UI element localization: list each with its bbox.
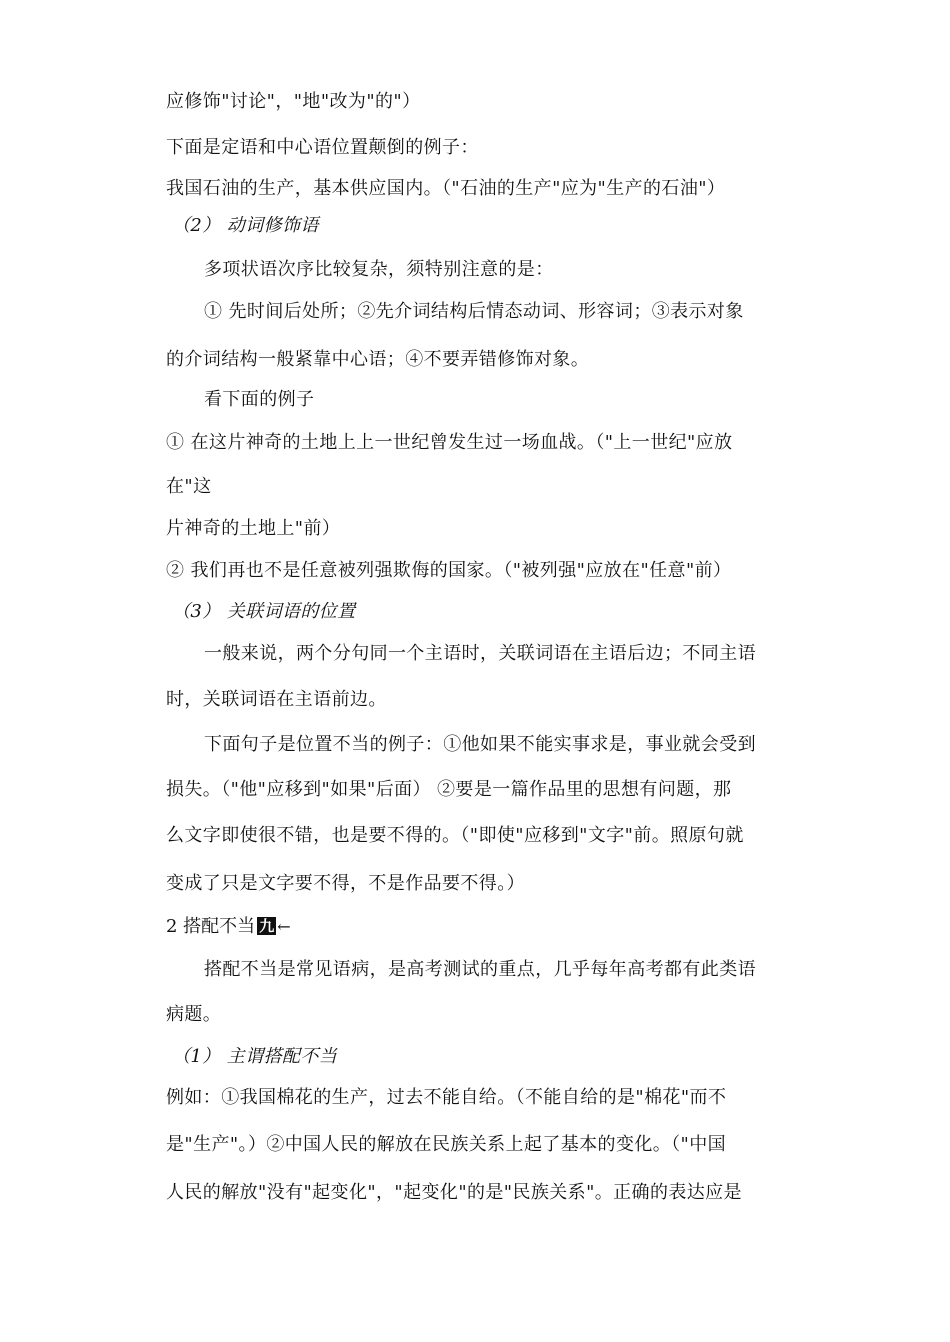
text-line: 片神奇的土地上"前） [166, 518, 341, 539]
text-line: ② 我们再也不是任意被列强欺侮的国家。（"被列强"应放在"任意"前） [166, 560, 732, 581]
text-line: 下面是定语和中心语位置颠倒的例子： [166, 137, 479, 158]
section-heading: （3） 关联词语的位置 [172, 601, 356, 622]
section-title [166, 914, 291, 940]
text-line: 么文字即使很不错，也是要不得的。（"即使"应移到"文字"前。照原句就 [166, 825, 744, 846]
text-line: 损失。（"他"应移到"如果"后面） ②要是一篇作品里的思想有问题，那 [166, 779, 732, 800]
text-line: 下面句子是位置不当的例子：①他如果不能实事求是，事业就会受到 [204, 734, 756, 755]
text-line: 是"生产"。）②中国人民的解放在民族关系上起了基本的变化。（"中国 [166, 1134, 727, 1155]
section-heading: （1） 主谓搭配不当 [172, 1046, 338, 1067]
text-line: 时，关联词语在主语前边。 [166, 689, 387, 710]
section-title-text: 2 搭配不当 [166, 916, 256, 937]
text-line: 搭配不当是常见语病，是高考测试的重点，几乎每年高考都有此类语 [204, 959, 756, 980]
text-line: 病题。 [166, 1004, 222, 1025]
text-line: ① 先时间后处所；②先介词结构后情态动词、形容词；③表示对象 [204, 301, 744, 322]
section-heading: （2） 动词修饰语 [172, 215, 319, 236]
text-line: 变成了只是文字要不得，不是作品要不得。） [166, 873, 525, 894]
text-line: 一般来说，两个分句同一个主语时，关联词语在主语后边；不同主语 [204, 643, 756, 664]
heading-badge: 九 [259, 917, 275, 935]
text-line: 多项状语次序比较复杂，须特别注意的是： [204, 259, 554, 280]
text-line: ① 在这片神奇的土地上上一世纪曾发生过一场血战。（"上一世纪"应放 [166, 432, 733, 453]
text-line: 看下面的例子 [204, 389, 315, 410]
text-line: 我国石油的生产，基本供应国内。（"石油的生产"应为"生产的石油"） [166, 178, 726, 199]
text-line: 例如：①我国棉花的生产，过去不能自给。（不能自给的是"棉花"而不 [166, 1087, 727, 1108]
text-line: 应修饰"讨论"，"地"改为"的"） [166, 91, 421, 112]
text-line: 在"这 [166, 476, 212, 497]
left-arrow-icon: ← [277, 917, 291, 936]
text-line: 人民的解放"没有"起变化"，"起变化"的是"民族关系"。正确的表达应是 [166, 1182, 742, 1203]
text-line: 的介词结构一般紧靠中心语；④不要弄错修饰对象。 [166, 349, 590, 370]
